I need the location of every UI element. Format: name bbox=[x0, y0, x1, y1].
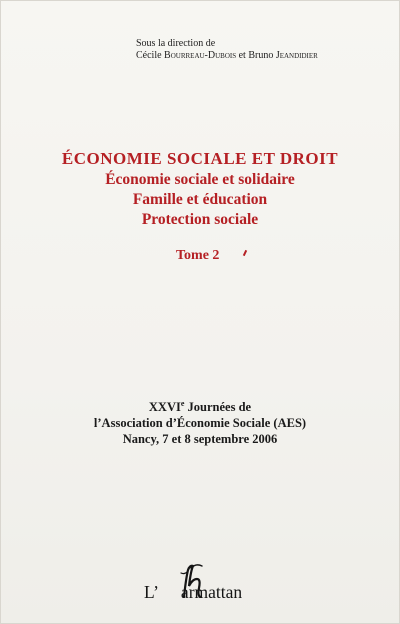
conference-line-1-rest: Journées de bbox=[184, 400, 252, 414]
conference-line-2: l’Association d’Économie Sociale (AES) bbox=[93, 416, 307, 430]
main-title: ÉCONOMIE SOCIALE ET DROIT bbox=[61, 149, 339, 168]
h-letter-logo-icon bbox=[179, 564, 205, 598]
subtitle-2: Famille et éducation bbox=[132, 191, 268, 208]
conference-ordinal: e bbox=[180, 399, 185, 408]
publisher-logo bbox=[144, 560, 274, 606]
editor2-first-name: Bruno bbox=[248, 50, 274, 61]
conference-line-1 bbox=[0, 396, 400, 415]
editor2-last-name: Jeandidier bbox=[275, 50, 318, 61]
publisher-prefix: L’ bbox=[144, 582, 159, 602]
volume-label: Tome 2 bbox=[176, 248, 220, 263]
title-block bbox=[0, 148, 400, 230]
editor1-first-name: Cécile bbox=[136, 50, 162, 61]
editor1-last-name: Bourreau-Dubois bbox=[164, 50, 237, 61]
editors-block bbox=[136, 38, 356, 62]
accent-mark bbox=[243, 250, 247, 256]
conference-roman: XXVI bbox=[148, 400, 181, 414]
subtitle-1: Économie sociale et solidaire bbox=[105, 171, 295, 188]
conference-block bbox=[0, 396, 400, 447]
subtitle-3: Protection sociale bbox=[141, 211, 259, 228]
publisher-name-rest: armattan bbox=[180, 582, 243, 602]
editors-conjunction: et bbox=[238, 50, 246, 61]
editor-names bbox=[136, 50, 356, 62]
conference-line-3: Nancy, 7 et 8 septembre 2006 bbox=[122, 432, 278, 446]
direction-label: Sous la direction de bbox=[136, 38, 216, 49]
